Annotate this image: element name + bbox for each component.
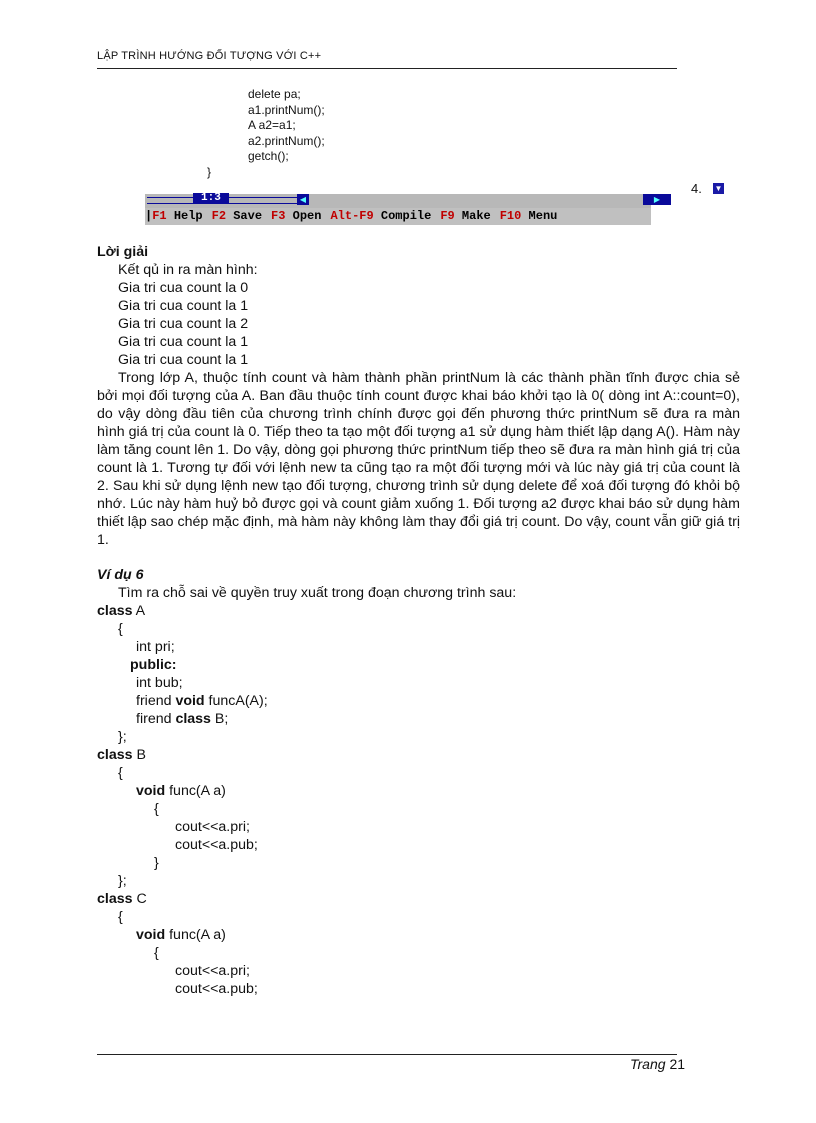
example-heading: Ví dụ 6 [97, 567, 144, 583]
code-line: cout<<a.pub; [175, 837, 258, 853]
code-line: getch(); [248, 149, 289, 163]
code-line-func: void func(A a) [136, 783, 226, 799]
code-line: { [118, 621, 123, 637]
solution-intro: Kết qủ in ra màn hình: [118, 262, 258, 278]
header-divider [97, 68, 677, 69]
code-line-public: public: [130, 657, 177, 673]
scroll-left-arrow-icon: ◀ [297, 194, 309, 205]
code-line: { [118, 765, 123, 781]
ide-menu-item-open: F3 Open [271, 209, 322, 223]
code-line: { [118, 909, 123, 925]
code-line-friend: friend void funcA(A); [136, 693, 268, 709]
ide-menu-item-help: F1 Help [152, 209, 203, 223]
page-number: Trang 21 [630, 1056, 686, 1072]
dropdown-arrow-icon: ▼ [714, 184, 723, 193]
scroll-right-arrow-icon: ▶ [643, 194, 671, 205]
ide-function-key-menu: |F1 Help F2 Save F3 Open Alt-F9 Compile F9 Make F10 Menu [145, 208, 651, 225]
code-closing-brace: } [207, 165, 212, 179]
ide-status-bar-screenshot [145, 192, 661, 225]
code-class-c: class C [97, 891, 147, 907]
page-header-title: LẬP TRÌNH HƯỚNG ĐỐI TƯỢNG VỚI C++ [97, 50, 322, 62]
ide-editor-frame [145, 192, 661, 205]
code-line: cout<<a.pri; [175, 819, 250, 835]
code-line: int pri; [136, 639, 175, 655]
ide-cursor-position: 1:3 [193, 193, 229, 204]
solution-heading: Lời giải [97, 244, 149, 260]
code-line: a1.printNum(); [248, 102, 325, 117]
code-line: { [154, 801, 159, 817]
list-number: 4. [691, 181, 702, 196]
output-line: Gia tri cua count la 1 [118, 298, 249, 314]
code-line: }; [118, 873, 127, 889]
code-line: delete pa; [248, 87, 301, 101]
output-line: Gia tri cua count la 0 [118, 280, 249, 296]
output-line: Gia tri cua count la 1 [118, 352, 249, 368]
code-class-a: class A [97, 603, 146, 619]
code-line: a2.printNum(); [248, 133, 325, 148]
code-line-func: void func(A a) [136, 927, 226, 943]
code-line: A a2=a1; [248, 118, 296, 132]
solution-explanation: Trong lớp A, thuộc tính count và hàm thành phần printNum là các thành phần tĩnh được chia sẻ bởi mọi đối tượng của A. Ban đầu thuộc tính count được khai báo khởi tạo là 0( dòng int A::count=0), do vậy dòng đầu tiên của chương trình chính được gọi đến phương thức printNum sẽ đưa ra màn hình giá trị của count là 0. Tiếp theo ta tạo một đối tượng a1 sử dụng hàm thiết lập dạng A(). Hàm này làm tăng count lên 1. Do vậy, dòng gọi phương thức printNum tiếp theo sẽ đưa ra màn hình giá trị của count là 1. Tương tự đối với lệnh new ta cũng tạo ra một đối tượng mới và lúc này giá trị của count là 2. Sau khi sử dụng lệnh new tạo đối tượng, chương trình sử dụng delete để xoá đối tượng đó khỏi bộ nhớ. Lúc này hàm huỷ bỏ được gọi và count giảm xuống 1. Đối tượng a2 được khai báo sử dụng hàm thiết lập sao chép mặc định, mà hàm này không làm thay đổi giá trị count. Do vậy, count vẫn giữ giá trị 1. [97, 370, 740, 548]
code-line: { [154, 945, 159, 961]
code-snippet-top [248, 87, 325, 165]
document-body [97, 243, 740, 998]
footer-divider [97, 1054, 677, 1055]
example-task: Tìm ra chỗ sai về quyền truy xuất trong đoạn chương trình sau: [118, 585, 517, 601]
ide-menu-item-make: F9 Make [440, 209, 491, 223]
ide-menu-item-save: F2 Save [211, 209, 263, 223]
code-line-firend: firend class B; [136, 711, 229, 727]
ide-menu-item-menu: F10 Menu [499, 209, 558, 223]
output-line: Gia tri cua count la 2 [118, 316, 249, 332]
code-class-b: class B [97, 747, 146, 763]
code-line: cout<<a.pub; [175, 981, 258, 997]
ide-menu-item-compile: Alt-F9 Compile [330, 209, 432, 223]
code-line: int bub; [136, 675, 183, 691]
code-line: }; [118, 729, 127, 745]
code-line: cout<<a.pri; [175, 963, 250, 979]
output-line: Gia tri cua count la 1 [118, 334, 249, 350]
code-line: } [154, 855, 159, 871]
